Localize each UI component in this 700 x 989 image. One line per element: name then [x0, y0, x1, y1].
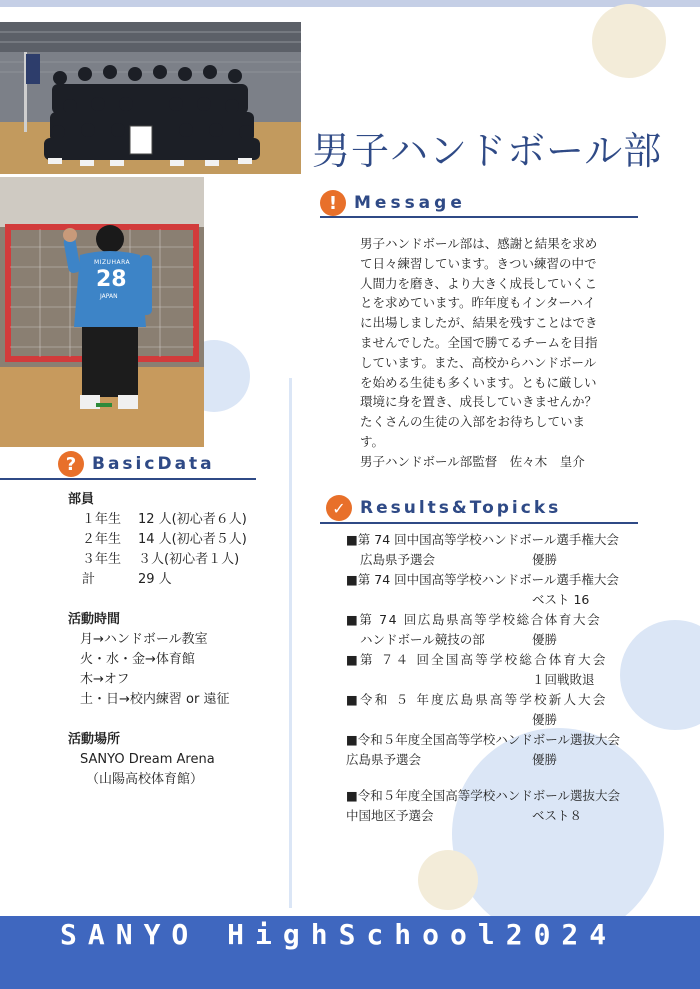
- time-row: 火・水・金→体育館: [80, 652, 195, 667]
- result-item: [346, 786, 646, 826]
- time-row: 土・日→校内練習 or 遠征: [80, 692, 230, 707]
- message-heading-text: Message: [354, 193, 466, 213]
- message-body: [360, 234, 650, 472]
- time-title: 活動時間: [68, 612, 121, 627]
- message-underline: [320, 216, 638, 218]
- result-item: [346, 690, 646, 730]
- place-sub: （山陽高校体育館）: [86, 772, 204, 787]
- message-heading: [320, 190, 466, 216]
- question-icon: ?: [58, 451, 84, 477]
- jersey-name: MIZUHARA: [94, 259, 131, 266]
- result-outcome: 優勝: [532, 632, 558, 647]
- message-line: たくさんの生徒の入部をお待ちしていま: [360, 414, 586, 430]
- results-heading-text: Results&Topicks: [360, 498, 562, 518]
- jersey-number: 28: [96, 267, 127, 292]
- message-line: す。: [360, 433, 385, 449]
- message-line: を始める生徒も多くいます。ともに厳しい: [360, 374, 597, 390]
- result-outcome: ベスト８: [532, 808, 583, 823]
- message-line: 環境に身を置き、成長していきませんか？: [360, 394, 598, 410]
- time-row: 月→ハンドボール教室: [80, 632, 208, 647]
- decor-circle-cream-bottom: [418, 850, 478, 910]
- results-heading: [326, 495, 561, 521]
- exclamation-icon: !: [320, 190, 346, 216]
- result-event: ■令和 ５ 年度広島県高等学校新人大会: [346, 692, 608, 707]
- result-item: [346, 610, 646, 650]
- result-item: [346, 650, 646, 690]
- message-line: に出場しましたが、結果を残すことはでき: [360, 315, 598, 331]
- message-line: て日々練習しています。きつい練習の中で: [360, 255, 597, 271]
- member-row: [82, 530, 288, 550]
- member-grade: ２年生: [82, 532, 122, 547]
- member-row: [82, 550, 288, 570]
- result-event: ■令和５年度全国高等学校ハンドボール選抜大会: [346, 788, 621, 803]
- player-photo: [0, 177, 204, 447]
- result-event: ■令和５年度全国高等学校ハンドボール選抜大会: [346, 732, 621, 747]
- message-line: しています。また、高校からハンドボール: [360, 354, 597, 370]
- results-list: [346, 530, 646, 826]
- team-photo: [0, 22, 301, 174]
- page-title: 男子ハンドボール部: [312, 129, 663, 173]
- result-outcome: 優勝: [532, 752, 558, 767]
- decor-circle-cream-top: [592, 4, 666, 78]
- message-line: とを求めています。昨年度もインターハイ: [360, 295, 596, 311]
- jersey-country: JAPAN: [100, 293, 118, 300]
- message-line: 人間力を磨き、より大きく成長していくこ: [360, 275, 598, 291]
- result-outcome: １回戦敗退: [532, 672, 595, 687]
- vertical-divider: [289, 378, 292, 908]
- place-name: SANYO Dream Arena: [80, 752, 215, 767]
- member-grade: １年生: [82, 512, 122, 527]
- member-count: 29 人: [138, 572, 172, 587]
- results-underline: [320, 522, 638, 524]
- members-title: 部員: [68, 492, 95, 507]
- member-row: [82, 570, 288, 590]
- checkmark-icon: ✓: [326, 495, 352, 521]
- time-row: 木→オフ: [80, 672, 130, 687]
- basicdata-heading-text: BasicData: [92, 454, 215, 474]
- basicdata-underline: [0, 478, 256, 480]
- result-item: [346, 530, 646, 570]
- result-event: ■第 ７４ 回全国高等学校総合体育大会: [346, 652, 608, 667]
- message-line: 男子ハンドボール部は、感謝と結果を求め: [360, 236, 598, 251]
- basicdata-body: [68, 490, 288, 790]
- footer-text: SANYO HighSchool2024: [60, 918, 618, 951]
- place-title: 活動場所: [68, 732, 121, 747]
- result-item: [346, 570, 646, 610]
- result-item: [346, 730, 646, 786]
- member-count: ３人(初心者１人): [138, 552, 240, 567]
- member-count: 14 人(初心者５人): [138, 532, 247, 547]
- message-line: ませんでした。全国で勝てるチームを目指: [360, 334, 598, 350]
- result-event: ■第 74 回広島県高等学校総合体育大会: [346, 612, 602, 627]
- team-photo-illustration: [0, 22, 301, 174]
- result-sub: 広島県予選会: [346, 752, 422, 767]
- result-outcome: ベスト 16: [532, 592, 590, 607]
- result-sub: ハンドボール競技の部: [360, 632, 485, 647]
- member-row: [82, 510, 288, 530]
- player-photo-illustration: [0, 177, 204, 447]
- result-outcome: 優勝: [532, 552, 558, 567]
- result-event: ■第 74 回中国高等学校ハンドボール選手権大会: [346, 532, 619, 547]
- member-grade: 計: [82, 572, 96, 587]
- member-count: 12 人(初心者６人): [138, 512, 247, 527]
- result-sub: 中国地区予選会: [346, 808, 434, 823]
- result-event: ■第 74 回中国高等学校ハンドボール選手権大会: [346, 572, 619, 587]
- result-sub: 広島県予選会: [360, 552, 436, 567]
- top-accent-bar: [0, 0, 700, 7]
- member-grade: ３年生: [82, 552, 122, 567]
- basicdata-heading: [58, 451, 215, 477]
- message-signature: 男子ハンドボール部監督 佐々木 皇介: [360, 453, 585, 469]
- result-outcome: 優勝: [532, 712, 558, 727]
